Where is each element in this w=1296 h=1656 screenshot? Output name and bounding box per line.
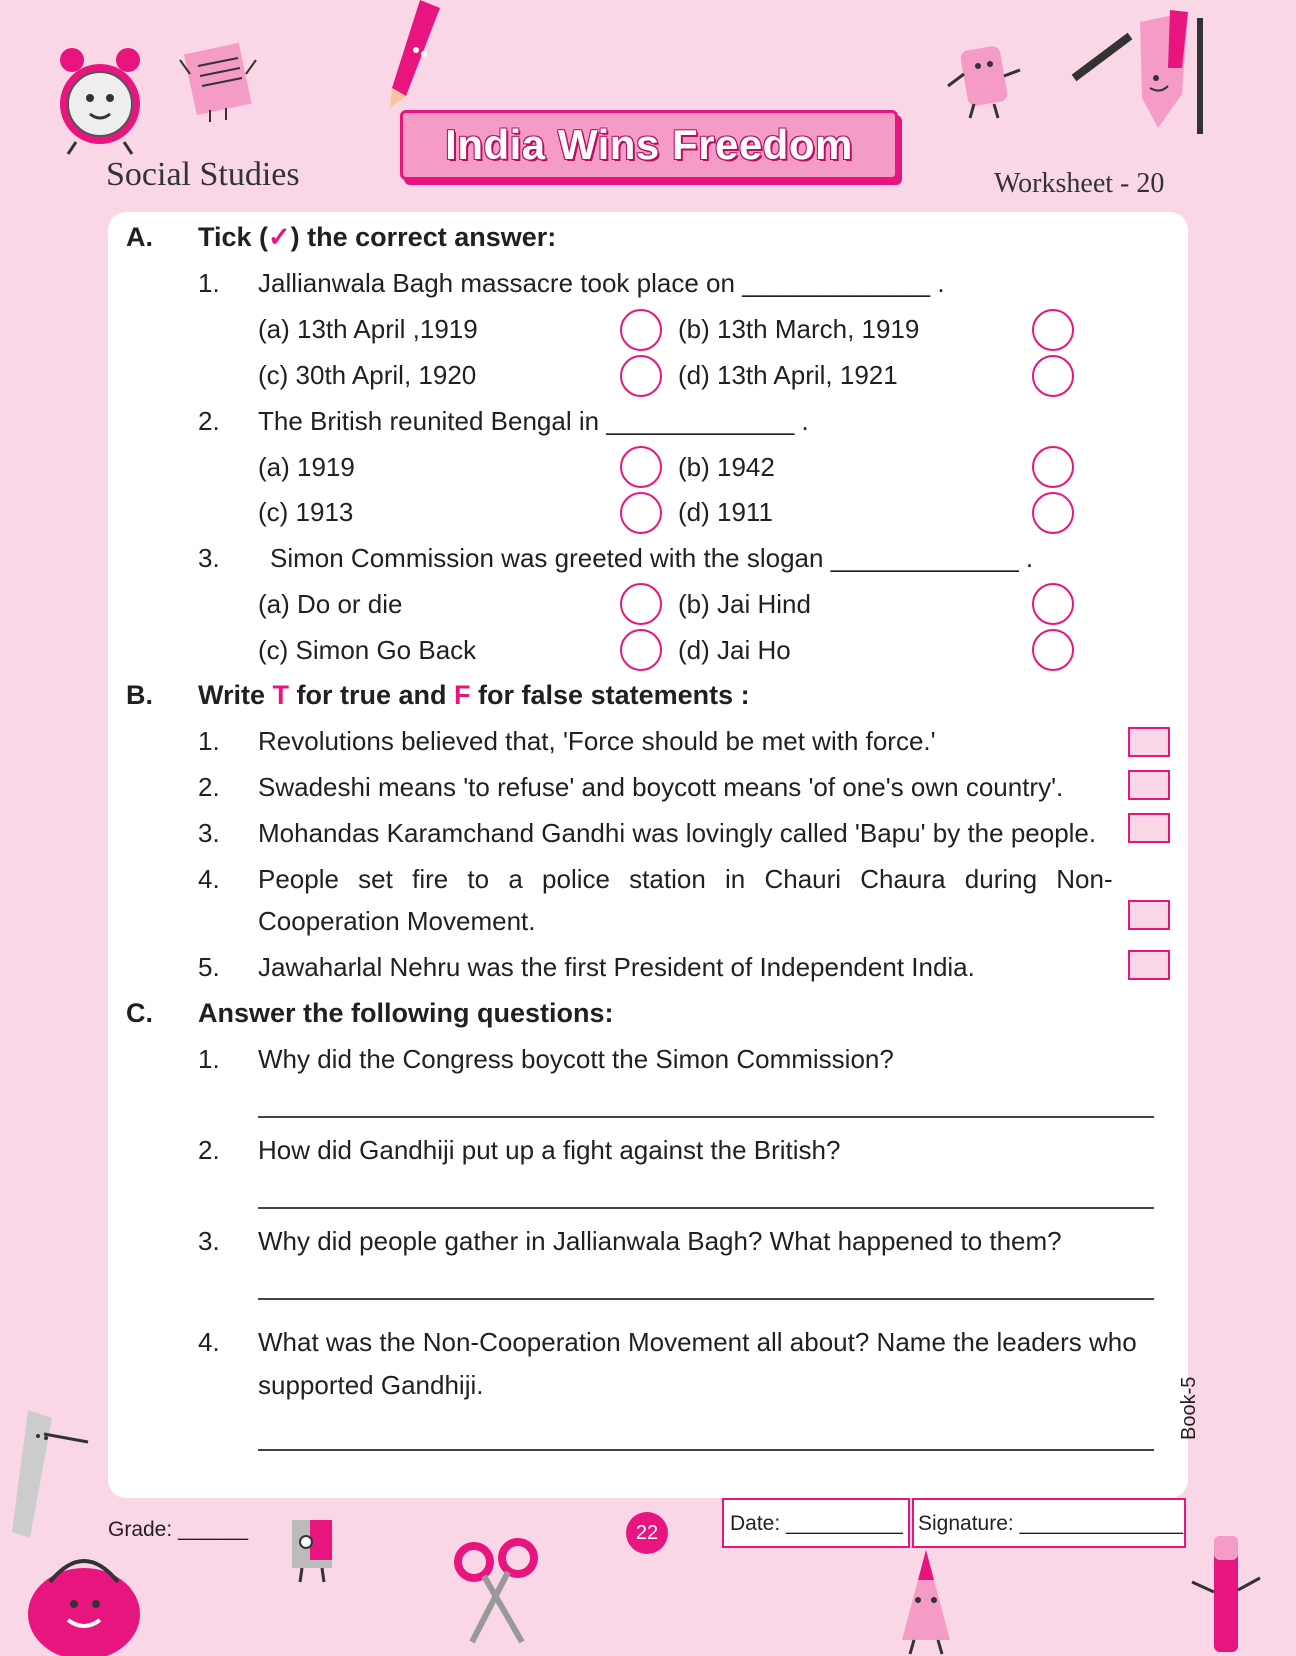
- section-b-title-part3: for false statements :: [470, 680, 750, 710]
- page-title: India Wins Freedom: [445, 121, 853, 168]
- ruler-icon: [8, 1410, 92, 1540]
- question-text: What was the Non-Cooperation Movement all about? Name the leaders who: [258, 1327, 1137, 1357]
- tf-answer-box[interactable]: [1128, 900, 1170, 930]
- answer-circle[interactable]: [620, 492, 662, 534]
- answer-circle[interactable]: [620, 629, 662, 671]
- section-a-title-post: ) the correct answer:: [290, 222, 557, 252]
- answer-circle[interactable]: [1032, 309, 1074, 351]
- question-text-continued: supported Gandhiji.: [258, 1370, 484, 1400]
- statement-text: Jawaharlal Nehru was the first President of Independent India.: [258, 952, 975, 982]
- subject-label: Social Studies: [106, 156, 300, 193]
- true-letter: T: [272, 680, 290, 710]
- tf-answer-box[interactable]: [1128, 950, 1170, 980]
- section-b-title: [198, 680, 750, 711]
- answer-circle[interactable]: [1032, 629, 1074, 671]
- statement-text: People set fire to a police station in Chauri Chaura during Non-: [258, 864, 1113, 894]
- statement-number: 2.: [198, 772, 220, 802]
- scissors-icon: [452, 1536, 540, 1646]
- grade-field[interactable]: Grade: ______: [108, 1518, 249, 1541]
- option-label: (c) 30th April, 1920: [258, 360, 477, 390]
- statement-number: 1.: [198, 726, 220, 756]
- option-label: (d) Jai Ho: [678, 635, 791, 665]
- answer-line[interactable]: [258, 1298, 1154, 1300]
- section-c-letter: C.: [126, 998, 153, 1028]
- answer-circle[interactable]: [1032, 355, 1074, 397]
- answer-line[interactable]: [258, 1207, 1154, 1209]
- page-number: 22: [626, 1512, 668, 1554]
- date-field: Date: __________: [730, 1512, 903, 1535]
- option-label: (d) 13th April, 1921: [678, 360, 898, 390]
- question-number: 2.: [198, 1135, 220, 1165]
- statement-number: 4.: [198, 864, 220, 894]
- worksheet-card: [108, 212, 1188, 1498]
- answer-circle[interactable]: [1032, 583, 1074, 625]
- answer-circle[interactable]: [620, 309, 662, 351]
- statement-number: 3.: [198, 818, 220, 848]
- question-number: 1.: [198, 1044, 220, 1074]
- answer-line[interactable]: [258, 1116, 1154, 1118]
- answer-circle[interactable]: [1032, 492, 1074, 534]
- option-label: (c) Simon Go Back: [258, 635, 477, 665]
- section-b-title-part1: Write: [198, 680, 273, 710]
- question-text: The British reunited Bengal in _____________ .: [258, 406, 809, 436]
- option-label: (c) 1913: [258, 497, 354, 527]
- section-a-title: [198, 222, 556, 253]
- pen-character-icon: [1190, 1530, 1262, 1656]
- compass-pencil-icon: [1070, 8, 1210, 138]
- book-label: Book-5: [1178, 1376, 1200, 1440]
- sharpener-icon: [282, 1516, 342, 1586]
- option-label: (b) 13th March, 1919: [678, 314, 920, 344]
- pencil-character-icon: [886, 1550, 966, 1656]
- bag-icon: [20, 1530, 150, 1656]
- option-label: (a) 13th April ,1919: [258, 314, 478, 344]
- notepad-icon: [176, 40, 264, 124]
- eraser-icon: [944, 40, 1024, 120]
- tf-answer-box[interactable]: [1128, 813, 1170, 843]
- answer-circle[interactable]: [620, 355, 662, 397]
- alarm-clock-icon: [52, 44, 148, 156]
- question-text: How did Gandhiji put up a fight against the British?: [258, 1135, 841, 1165]
- answer-circle[interactable]: [620, 583, 662, 625]
- option-label: (b) 1942: [678, 452, 775, 482]
- statement-number: 5.: [198, 952, 220, 982]
- section-b-title-part2: for true and: [289, 680, 455, 710]
- section-a-title-pre: Tick (: [198, 222, 269, 252]
- option-label: (a) 1919: [258, 452, 355, 482]
- tick-icon: ✓: [268, 222, 291, 252]
- worksheet-label: Worksheet - 20: [994, 168, 1165, 199]
- statement-text: Revolutions believed that, 'Force should be met with force.': [258, 726, 936, 756]
- question-text: Why did the Congress boycott the Simon Commission?: [258, 1044, 894, 1074]
- section-c-title: Answer the following questions:: [198, 998, 614, 1028]
- statement-text: Mohandas Karamchand Gandhi was lovingly called 'Bapu' by the people.: [258, 818, 1097, 848]
- section-a-letter: A.: [126, 222, 153, 252]
- signature-box[interactable]: [912, 1498, 1186, 1548]
- title-banner: [400, 110, 898, 180]
- false-letter: F: [454, 680, 471, 710]
- tf-answer-box[interactable]: [1128, 727, 1170, 757]
- option-label: (b) Jai Hind: [678, 589, 811, 619]
- section-b-letter: B.: [126, 680, 153, 710]
- question-number: 4.: [198, 1327, 220, 1357]
- question-number: 3.: [198, 543, 220, 573]
- question-text: Jallianwala Bagh massacre took place on _____________ .: [258, 268, 945, 298]
- question-text: Why did people gather in Jallianwala Bagh? What happened to them?: [258, 1226, 1062, 1256]
- question-number: 1.: [198, 268, 220, 298]
- option-label: (a) Do or die: [258, 589, 403, 619]
- pencil-icon: [380, 0, 450, 110]
- option-label: (d) 1911: [678, 497, 773, 527]
- signature-field: Signature: ______________: [918, 1512, 1184, 1535]
- question-number: 2.: [198, 406, 220, 436]
- answer-circle[interactable]: [620, 446, 662, 488]
- tf-answer-box[interactable]: [1128, 770, 1170, 800]
- date-box[interactable]: [722, 1498, 910, 1548]
- answer-circle[interactable]: [1032, 446, 1074, 488]
- statement-text: Swadeshi means 'to refuse' and boycott means 'of one's own country'.: [258, 772, 1064, 802]
- question-number: 3.: [198, 1226, 220, 1256]
- question-text: Simon Commission was greeted with the slogan _____________ .: [270, 543, 1034, 573]
- statement-text-continued: Cooperation Movement.: [258, 906, 536, 936]
- answer-line[interactable]: [258, 1449, 1154, 1451]
